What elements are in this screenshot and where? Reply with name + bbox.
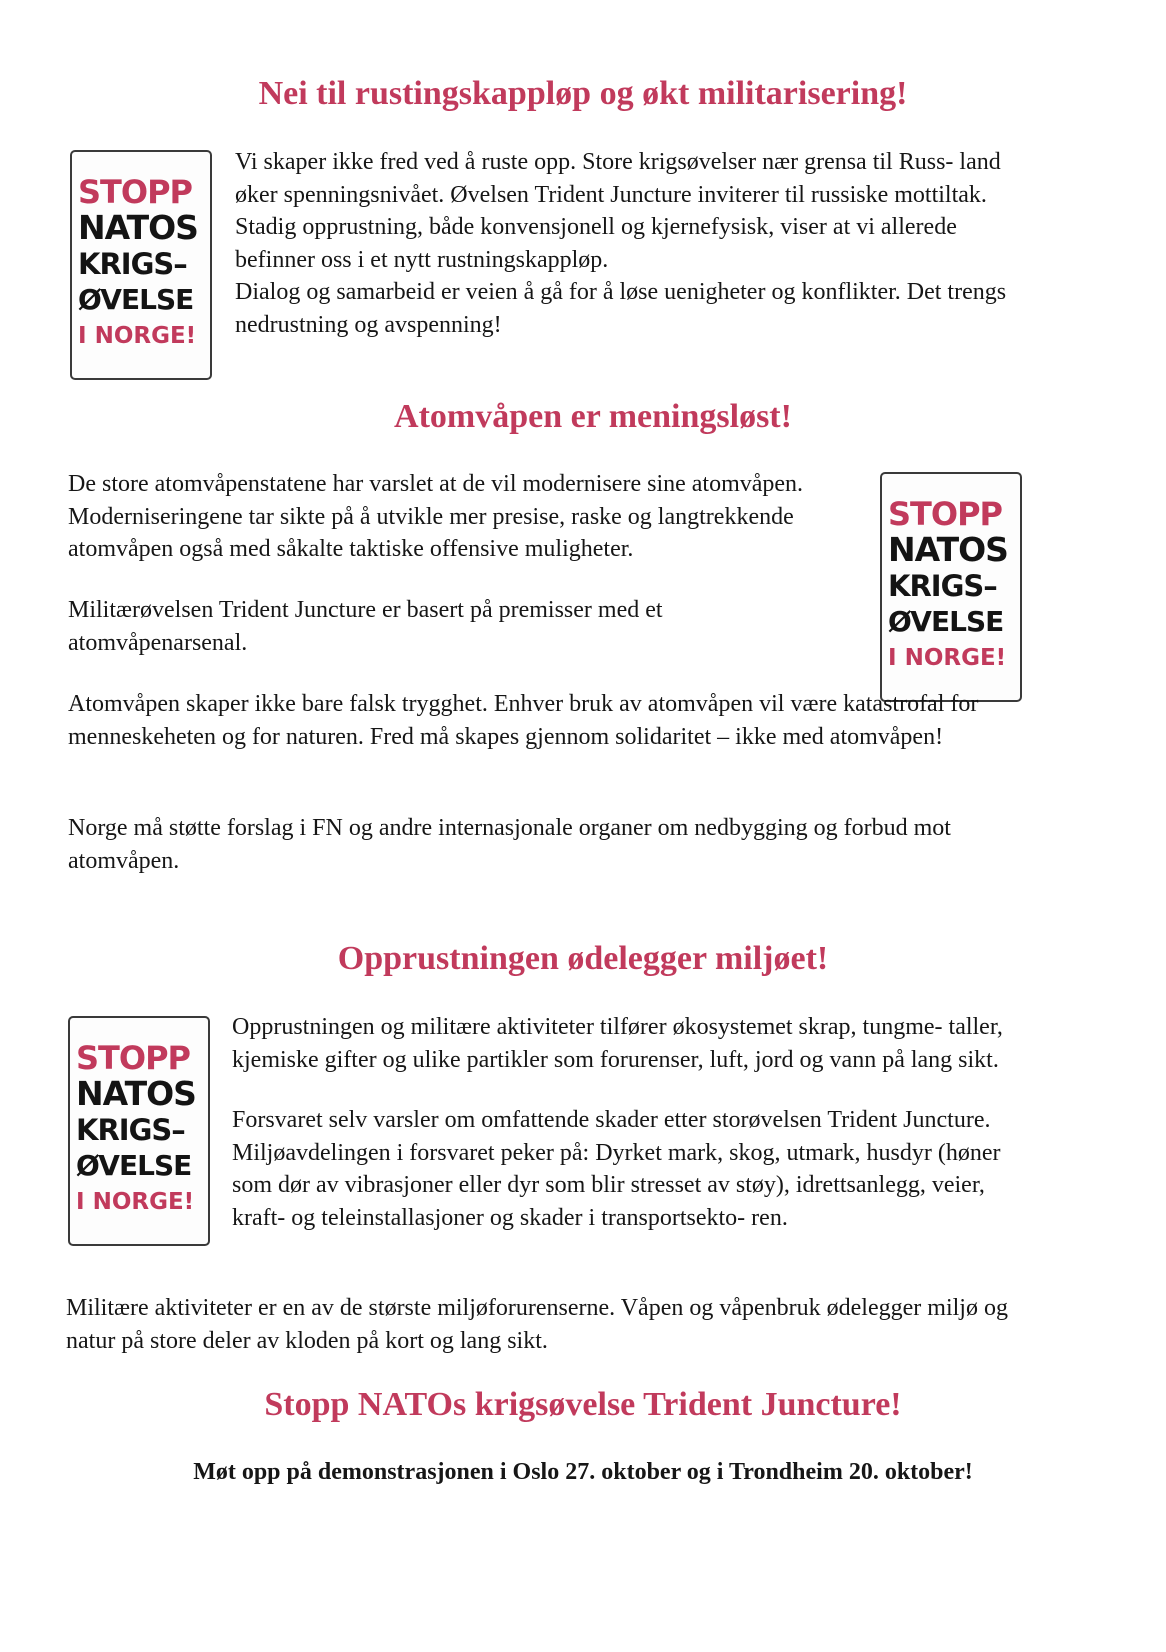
section1-paragraph-1: Vi skaper ikke fred ved å ruste opp. Store krigsøvelser nær grensa til Russ- land øker spenningsnivået. Øvelsen Trident Juncture inviterer til russiske mottiltak. Stadig opprustning, både konvensjonell og kjernefysisk, viser at vi allerede befinner oss i et nytt rustningskappløp. (235, 149, 1001, 273)
logo-line-i-norge: I NORGE! (76, 1189, 195, 1215)
logo-line-natos: NATOS (78, 208, 198, 247)
section2-paragraph-1: De store atomvåpenstatene har varslet at de vil modernisere sine atomvåpen. Moderniseringene tar sikte på å utvikle mer presise, raske og langtrekkende atomvåpen også med såkalte taktiske offensive muligheter. (68, 471, 804, 562)
stopp-natos-logo (880, 472, 1022, 702)
logo-line-stopp: STOPP (888, 495, 1002, 533)
stopp-natos-logo (70, 150, 212, 380)
logo-line-krigs: KRIGS– (888, 569, 997, 603)
section-heading-atomvapen: Atomvåpen er meningsløst! (394, 398, 792, 435)
logo-line-ovelse: ØVELSE (78, 283, 194, 316)
logo-line-natos: NATOS (76, 1074, 196, 1113)
section-heading-militarisering: Nei til rustingskappløp og økt militarisering! (258, 75, 908, 112)
logo-line-natos: NATOS (888, 530, 1008, 569)
logo-line-krigs: KRIGS– (76, 1113, 185, 1147)
logo-line-i-norge: I NORGE! (888, 645, 1007, 671)
logo-line-krigs: KRIGS– (78, 247, 187, 281)
stopp-natos-logo (68, 1016, 210, 1246)
closing-heading: Stopp NATOs krigsøvelse Trident Juncture! (264, 1386, 902, 1423)
logo-line-stopp: STOPP (78, 173, 192, 211)
logo-line-i-norge: I NORGE! (78, 323, 197, 349)
section3-paragraph-2: Forsvaret selv varsler om omfattende skader etter storøvelsen Trident Juncture. Miljøavdelingen i forsvaret peker på: Dyrket mark, skog, utmark, husdyr (høner som dør av vibrasjoner eller dyr som blir stresset av støy), idrettsanlegg, veier, kraft- og teleinstallasjoner og skader i transportsekto- ren. (232, 1107, 1001, 1231)
section3-paragraph-3: Militære aktiviteter er en av de største miljøforurenserne. Våpen og våpenbruk ødelegger miljø og natur på store deler av kloden på kort og lang sikt. (66, 1295, 1008, 1354)
section2-paragraph-2: Militærøvelsen Trident Juncture er basert på premisser med et atomvåpenarsenal. (68, 597, 663, 656)
section2-paragraph-3: Atomvåpen skaper ikke bare falsk trygghet. Enhver bruk av atomvåpen vil være katastrofal for menneskeheten og for naturen. Fred må skapes gjennom solidaritet – ikke med atomvåpen! (68, 691, 979, 750)
section1-paragraph-2: Dialog og samarbeid er veien å gå for å løse uenigheter og konflikter. Det trengs nedrustning og avspenning! (235, 279, 1007, 338)
demonstration-call: Møt opp på demonstrasjonen i Oslo 27. oktober og i Trondheim 20. oktober! (193, 1459, 973, 1485)
logo-line-ovelse: ØVELSE (888, 605, 1004, 638)
logo-line-stopp: STOPP (76, 1039, 190, 1077)
section-heading-miljoet: Opprustningen ødelegger miljøet! (337, 940, 829, 977)
section3-paragraph-1: Opprustningen og militære aktiviteter tilfører økosystemet skrap, tungme- taller, kjemiske gifter og ulike partikler som forurenser, luft, jord og vann på lang sikt. (232, 1014, 1003, 1073)
logo-line-ovelse: ØVELSE (76, 1149, 192, 1182)
section2-paragraph-4: Norge må støtte forslag i FN og andre internasjonale organer om nedbygging og forbud mot atomvåpen. (68, 815, 951, 874)
